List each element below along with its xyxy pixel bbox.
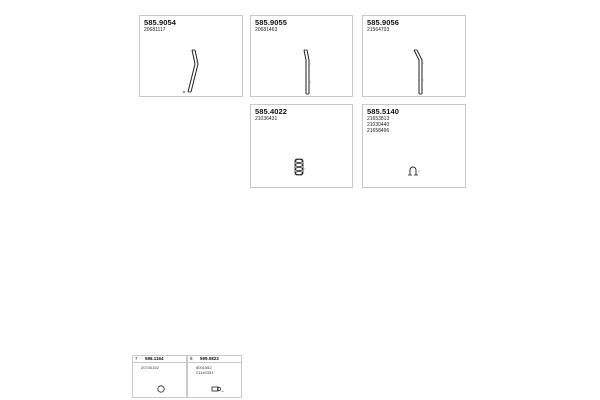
reference-number: 21564703: [367, 27, 390, 33]
reference-number: 20681117: [144, 27, 166, 33]
u-bolt-clamp-drawing: [363, 105, 467, 189]
reference-number: 21658496: [367, 128, 390, 134]
part-card-5: [362, 104, 466, 188]
reference-number: 20740152: [141, 365, 159, 370]
item-number: 7: [135, 356, 138, 361]
part-card-4: [250, 104, 353, 188]
part-card-1: [139, 15, 243, 97]
reference-number: 21140331: [196, 370, 214, 375]
item-number: 8: [190, 356, 193, 361]
mini-part-card-1: [132, 355, 187, 398]
mini-part-card-2: [187, 355, 242, 398]
part-number: 585.9055: [255, 18, 288, 27]
reference-number: 21030440: [367, 122, 390, 128]
clamp-set-drawing: [251, 105, 354, 189]
part-card-3: [362, 15, 466, 97]
part-number: 585.9056: [367, 18, 400, 27]
mounting-kit-drawing: [188, 356, 243, 399]
reference-number: 8001552: [196, 365, 212, 370]
exhaust-pipe-drawing: [140, 16, 244, 98]
exhaust-pipe-drawing: [251, 16, 354, 98]
part-number: 598.1164: [145, 356, 164, 361]
exhaust-pipe-drawing: [363, 16, 467, 98]
reference-number: 20681463: [255, 27, 278, 33]
part-number: 585.5140: [367, 107, 400, 116]
ring-gasket-drawing: [133, 356, 188, 399]
part-number: 585.4022: [255, 107, 288, 116]
part-number: 585.9054: [144, 18, 177, 27]
reference-number: 21036431: [255, 116, 278, 122]
part-number: 599.0823: [200, 356, 219, 361]
reference-number: 21653813: [367, 116, 390, 122]
part-card-2: [250, 15, 353, 97]
